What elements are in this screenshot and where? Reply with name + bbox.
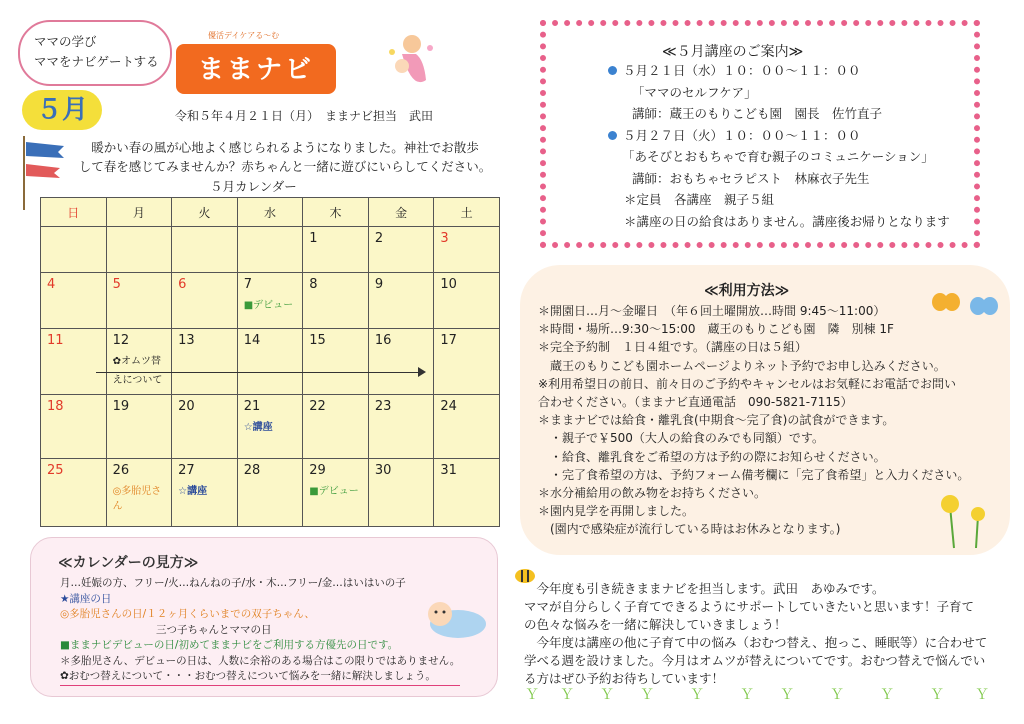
sprout-icon: Ｙ bbox=[930, 687, 944, 703]
calendar-day: 31 bbox=[434, 459, 500, 527]
calendar-day: 10 bbox=[434, 273, 500, 329]
sprout-icon: Ｙ bbox=[600, 687, 614, 703]
calendar-day bbox=[303, 459, 369, 527]
calendar-day: 13 bbox=[172, 329, 238, 395]
day-number: 7 bbox=[243, 277, 252, 292]
calendar-week bbox=[41, 329, 500, 395]
day-number: 27 bbox=[178, 463, 195, 478]
arrow-head-icon bbox=[418, 367, 426, 377]
mamanavi-logo: ままナビ bbox=[176, 44, 336, 94]
calendar-day bbox=[237, 273, 303, 329]
sprout-icon: Ｙ bbox=[690, 687, 704, 703]
omutsu-note-line1: ✿オムツ替 bbox=[112, 356, 161, 367]
usage-line: ＊完全予約制 １日４組です。（講座の日は５組） bbox=[538, 340, 808, 355]
sprout-icon: Ｙ bbox=[525, 687, 539, 703]
calendar-day: 20 bbox=[172, 395, 238, 459]
sprout-icon: Ｙ bbox=[740, 687, 754, 703]
usage-line: ・給食、離乳食をご希望の方は予約の際にお知らせください。 bbox=[538, 449, 886, 464]
bubble-line1: ママの学び bbox=[34, 34, 97, 49]
calendar-day: 2 bbox=[368, 227, 434, 273]
calendar-day: 11 bbox=[41, 329, 107, 395]
course-lunch-note: ＊講座の日の給食はありません。講座後お帰りとなります bbox=[624, 213, 950, 229]
course-title: ≪５月講座のご案内≫ bbox=[662, 44, 804, 60]
calendar-day bbox=[237, 395, 303, 459]
usage-line: ＊ままナビでは給食・離乳食(中期食〜完了食)の試食ができます。 bbox=[538, 413, 895, 428]
calendar-day: 17 bbox=[434, 329, 500, 395]
kouza-note: ☆講座 bbox=[178, 486, 208, 497]
course1-date-text: ５月２１日（水）１０：００〜１１：００ bbox=[623, 63, 861, 78]
course-details bbox=[608, 60, 950, 232]
weekday-header: 月 bbox=[106, 198, 172, 227]
usage-line: ・親子で￥500（大人の給食のみでも同額）です。 bbox=[538, 431, 824, 446]
calendar-day: 16 bbox=[368, 329, 434, 395]
day-number: 21 bbox=[243, 399, 261, 414]
usage-line: ＊園内見学を再開しました。 bbox=[538, 504, 695, 519]
calendar-header-row bbox=[41, 198, 500, 227]
bullet-icon bbox=[608, 131, 617, 140]
calendar-day: 25 bbox=[41, 459, 107, 527]
legend-line: ✿おむつ替えについて・・・おむつ替えについて悩みを一緒に解決しましょう。 bbox=[60, 669, 460, 686]
legend-line: 三つ子ちゃんとママの日 bbox=[156, 623, 272, 636]
day-number: 12 bbox=[112, 333, 130, 348]
staff-message bbox=[524, 580, 1004, 688]
intro-text bbox=[70, 138, 500, 176]
message-line: 今年度は講座の他に子育て中の悩み（おむつ替え、抱っこ、睡眠等）に合わせて bbox=[524, 635, 988, 650]
mother-baby-illustration bbox=[382, 30, 442, 88]
legend-line: ★講座の日 bbox=[60, 592, 112, 605]
weekday-header: 火 bbox=[172, 198, 238, 227]
sprout-icon: Ｙ bbox=[640, 687, 654, 703]
usage-line: 蔵王のもりこども園ホームページよりネット予約でお申し込みください。 bbox=[538, 358, 946, 373]
calendar-day: 3 bbox=[434, 227, 500, 273]
debut-note: ■デビュー bbox=[243, 300, 294, 311]
month-badge: ５月 bbox=[22, 90, 102, 130]
legend-title: ≪カレンダーの見方≫ bbox=[58, 555, 199, 571]
sprout-icon: Ｙ bbox=[880, 687, 894, 703]
calendar-day: 14 bbox=[237, 329, 303, 395]
title-bubble bbox=[18, 20, 172, 86]
legend-line: ＊多胎児さん、デビューの日は、人数に余裕のある場合はこの限りではありません。 bbox=[60, 654, 461, 667]
sprout-icon: Ｙ bbox=[780, 687, 794, 703]
week-arrow-line bbox=[96, 372, 421, 373]
calendar-week bbox=[41, 459, 500, 527]
weekday-header: 水 bbox=[237, 198, 303, 227]
day-number: 26 bbox=[112, 463, 130, 478]
debut-note: ■デビュー bbox=[309, 486, 359, 497]
course2-name: 「あそびとおもちゃで育む親子のコミュニケーション」 bbox=[622, 149, 934, 164]
usage-line: 合わせください。（ままナビ直通電話 090-5821-7115） bbox=[538, 395, 853, 410]
baby-illustration bbox=[418, 594, 488, 642]
usage-line: ＊水分補給用の飲み物をお持ちください。 bbox=[538, 486, 767, 501]
calendar-day: 9 bbox=[368, 273, 434, 329]
usage-title: ≪利用方法≫ bbox=[704, 283, 790, 299]
calendar-day bbox=[106, 227, 172, 273]
calendar-day bbox=[106, 329, 172, 395]
weekday-header: 土 bbox=[434, 198, 500, 227]
message-line: る方はぜひ予約お待ちしています！ bbox=[524, 671, 725, 686]
may-calendar bbox=[40, 197, 500, 527]
message-line: ママが自分らしく子育てできるようにサポートしていきたいと思います！子育て bbox=[524, 599, 975, 614]
logo-subtitle: 優活デイケアる〜む bbox=[208, 31, 280, 40]
calendar-week bbox=[41, 395, 500, 459]
course1-teacher: 講師：蔵王のもりこども園 園長 佐竹直子 bbox=[632, 106, 883, 121]
omutsu-note-line2: えについて bbox=[112, 375, 163, 386]
course2-date bbox=[608, 125, 950, 147]
usage-line: (園内で感染症が流行している時はお休みとなります。) bbox=[538, 522, 841, 537]
bubble-line2: ママをナビゲートする bbox=[34, 54, 159, 69]
calendar-day: 1 bbox=[303, 227, 369, 273]
calendar-day: 28 bbox=[237, 459, 303, 527]
calendar-day bbox=[172, 459, 238, 527]
issue-date: 令和５年４月２１日（月） ままナビ担当 武田 bbox=[175, 109, 434, 123]
message-line: 学べる週を設けました。今月はオムツが替えについてです。おむつ替えで悩んでい bbox=[524, 653, 986, 668]
sprout-icon: Ｙ bbox=[830, 687, 844, 703]
intro-line2: して春を感じてみませんか？赤ちゃんと一緒に遊びにいらしてください。 bbox=[78, 159, 492, 174]
course1-name: 「ママのセルフケア」 bbox=[632, 84, 757, 100]
calendar-day: 19 bbox=[106, 395, 172, 459]
message-line: 今年度も引き続きままナビを担当します。武田 あゆみです。 bbox=[524, 581, 885, 596]
bullet-icon bbox=[608, 66, 617, 75]
calendar-week bbox=[41, 273, 500, 329]
legend-line: ◎多胎児さんの日/１２ヶ月くらいまでの双子ちゃん、 bbox=[60, 608, 315, 620]
usage-line: ＊時間・場所…9:30〜15:00 蔵王のもりこども園 隣 別棟 1F bbox=[538, 322, 894, 337]
legend-lines bbox=[60, 576, 460, 686]
calendar-day bbox=[172, 227, 238, 273]
sprout-icon: Ｙ bbox=[975, 687, 989, 703]
tatai-note: ◎多胎児さん bbox=[112, 486, 162, 512]
calendar-title: ５月カレンダー bbox=[210, 179, 297, 194]
calendar-day: 15 bbox=[303, 329, 369, 395]
calendar-day bbox=[41, 227, 107, 273]
legend-line: 月…妊娠の方、フリー/火…ねんねの子/水・木…フリー/金…はいはいの子 bbox=[60, 577, 406, 589]
course-capacity: ＊定員 各講座 親子５組 bbox=[624, 192, 775, 207]
intro-line1: 暖かい春の風が心地よく感じられるようになりました。神社でお散歩 bbox=[91, 140, 479, 155]
calendar-day: 5 bbox=[106, 273, 172, 329]
calendar-day: 8 bbox=[303, 273, 369, 329]
kouza-note: ☆講座 bbox=[243, 422, 273, 433]
weekday-header: 日 bbox=[41, 198, 107, 227]
sprout-icon: Ｙ bbox=[560, 687, 574, 703]
calendar-day bbox=[106, 459, 172, 527]
calendar-day: 23 bbox=[368, 395, 434, 459]
calendar-day bbox=[237, 227, 303, 273]
calendar-day: 22 bbox=[303, 395, 369, 459]
calendar-day: 30 bbox=[368, 459, 434, 527]
weekday-header: 金 bbox=[368, 198, 434, 227]
usage-line: ＊開園日…月〜金曜日 （年６回土曜開放…時間 9:45〜11:00） bbox=[538, 304, 886, 318]
calendar-day: 6 bbox=[172, 273, 238, 329]
weekday-header: 木 bbox=[303, 198, 369, 227]
course1-date bbox=[608, 60, 950, 82]
usage-line: ・完了食希望の方は、予約フォーム備考欄に「完了食希望」と入力ください。 bbox=[538, 467, 970, 482]
course2-teacher: 講師：おもちゃセラピスト 林麻衣子先生 bbox=[632, 170, 870, 186]
legend-line: ■ままナビデビューの日/初めてままナビをご利用する方優先の日です。 bbox=[60, 639, 399, 651]
calendar-day: 24 bbox=[434, 395, 500, 459]
usage-line: ※利用希望日の前日、前々日のご予約やキャンセルはお気軽にお電話でお問い bbox=[538, 376, 957, 391]
dandelion-icon bbox=[936, 490, 996, 550]
calendar-day: 18 bbox=[41, 395, 107, 459]
calendar-week bbox=[41, 227, 500, 273]
message-line: の色々な悩みを一緒に解決していきましょう！ bbox=[524, 617, 787, 632]
course2-date-text: ５月２７日（火）１０：００〜１１：００ bbox=[623, 127, 861, 143]
calendar-day: 4 bbox=[41, 273, 107, 329]
usage-lines bbox=[538, 302, 969, 539]
day-number: 29 bbox=[309, 463, 326, 478]
